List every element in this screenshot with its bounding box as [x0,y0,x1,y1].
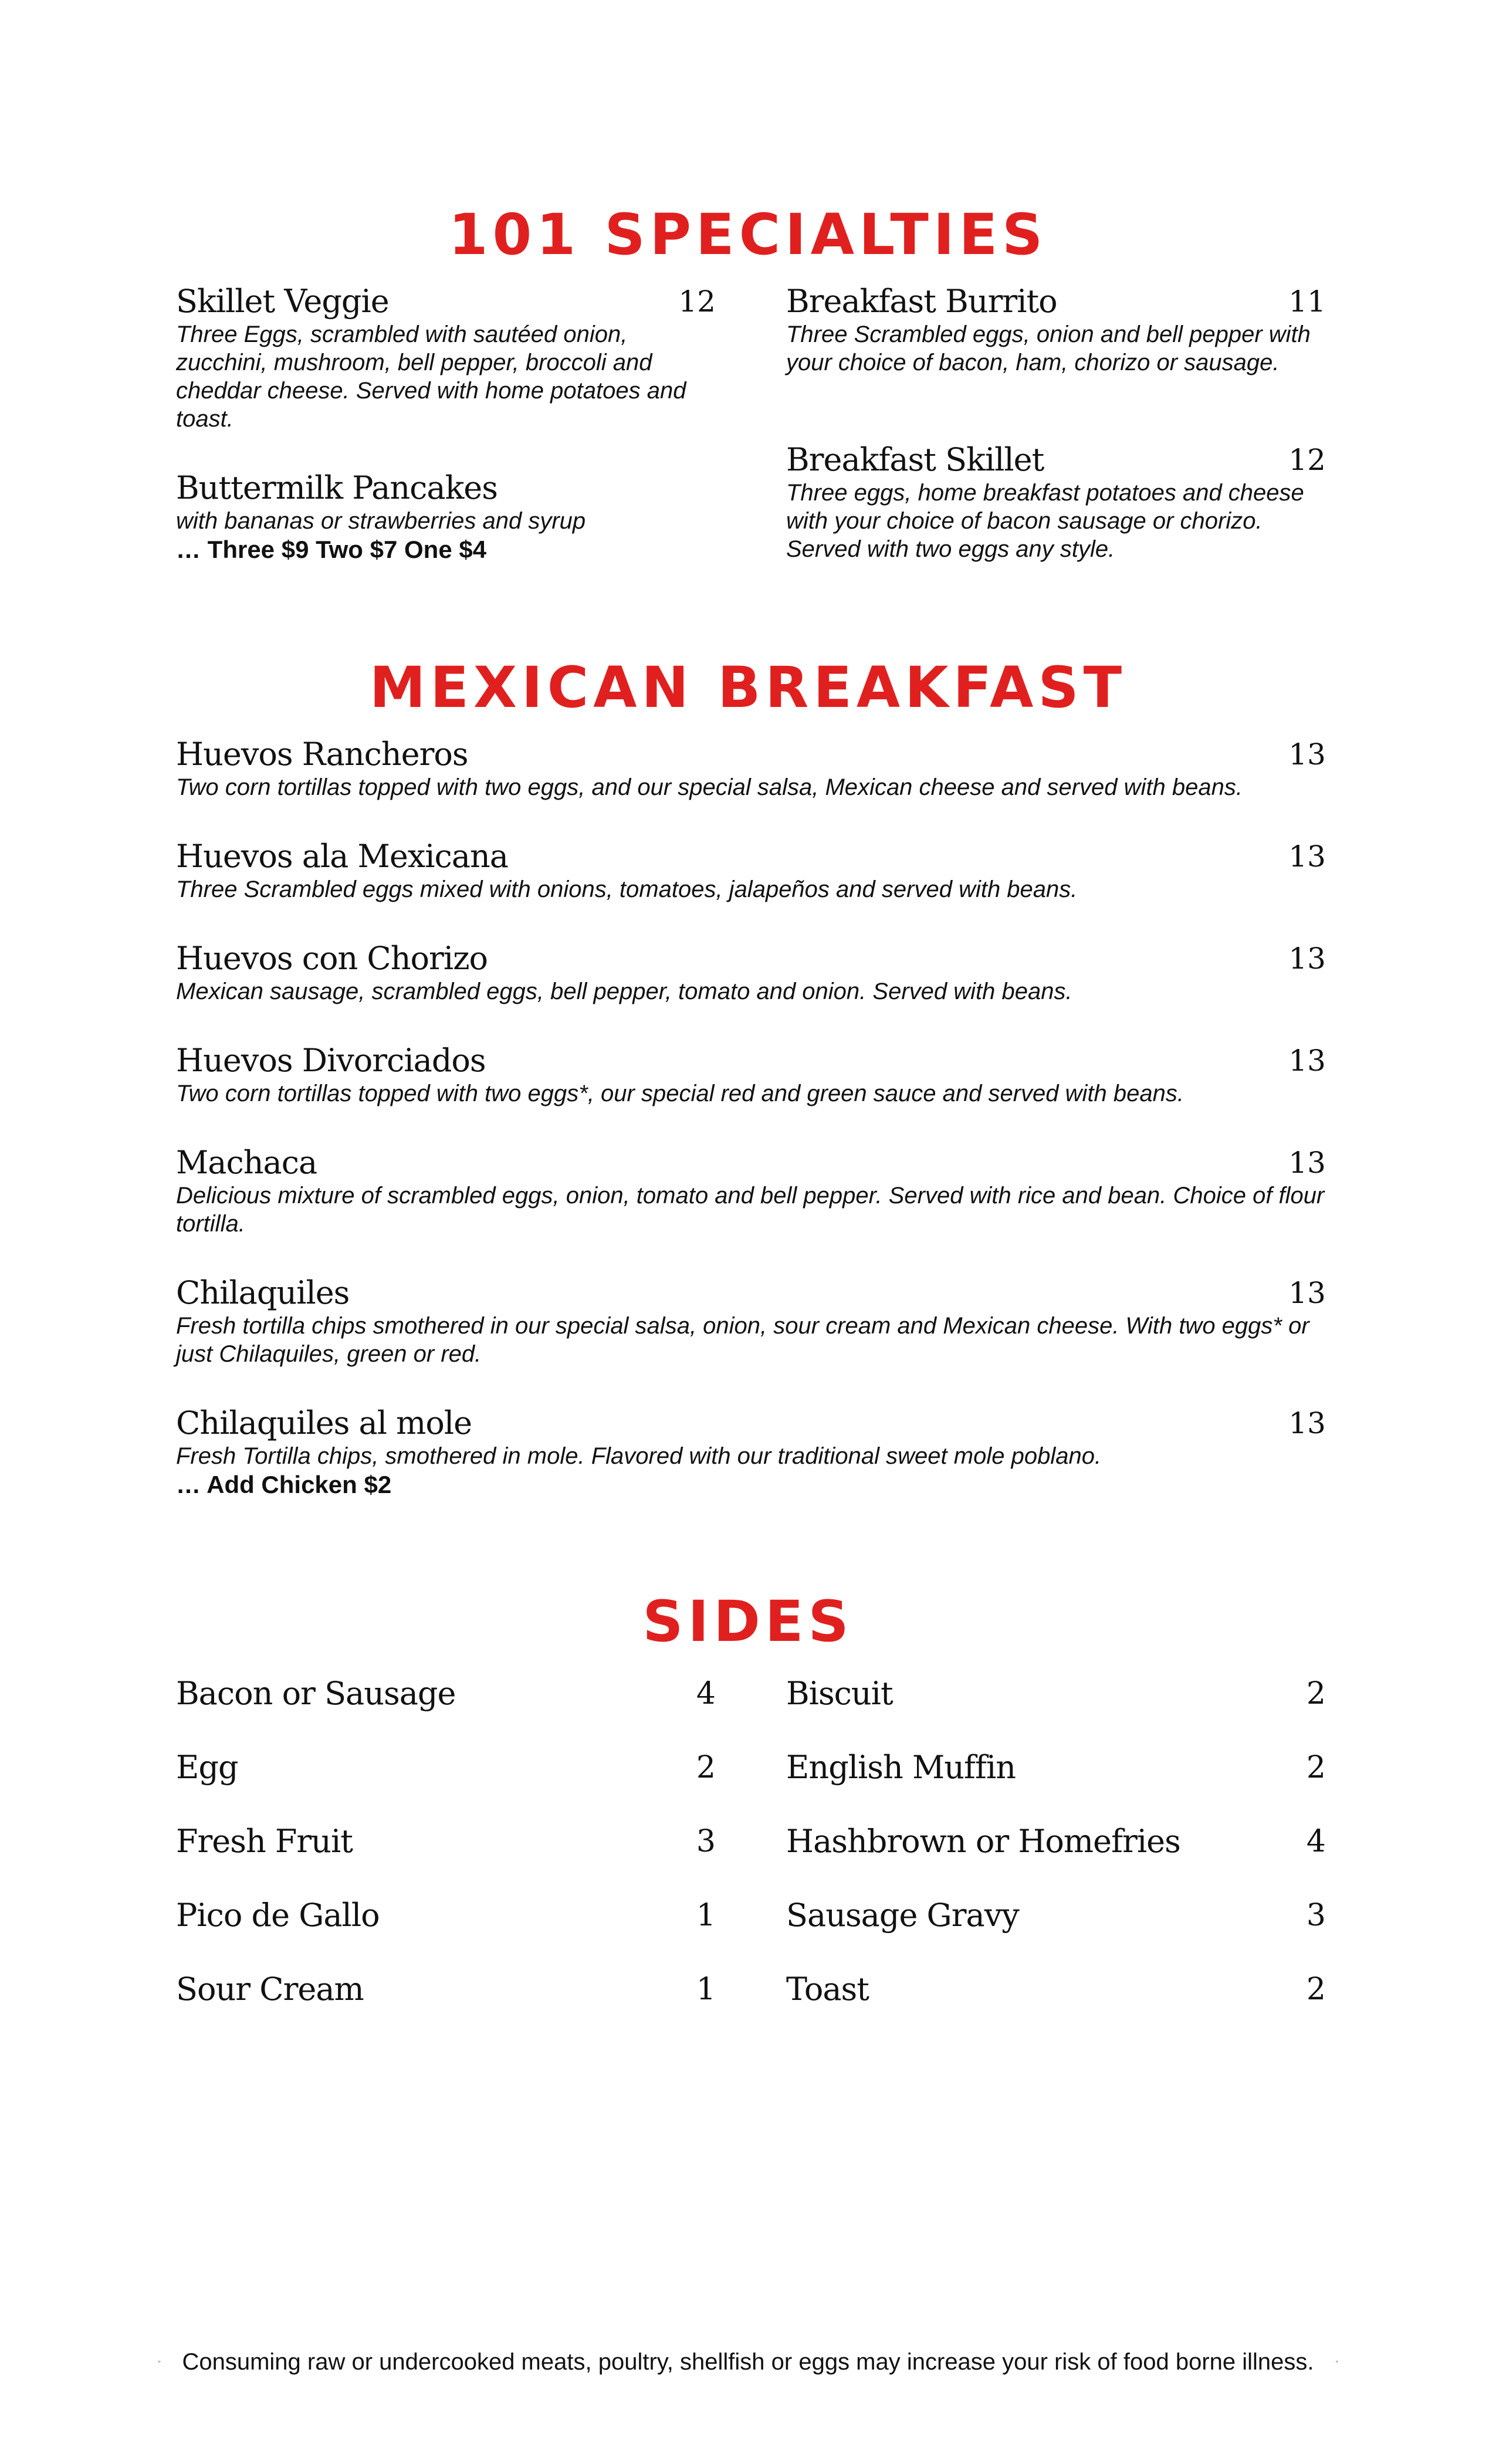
disclaimer-text: Consuming raw or undercooked meats, poultry, shellfish or eggs may increase your risk of food borne illness. [182,2349,1314,2375]
item-name: Chilaquiles [176,1274,350,1311]
item-addon: … Add Chicken $2 [176,1471,392,1498]
item-description: Three Eggs, scrambled with sautéed onion, zucchini, mushroom, bell pepper, broccoli and cheddar cheese. Served with home potatoes and toast. [176,321,686,432]
item-price: 12 [1288,443,1326,477]
item-addon: … Three $9 Two $7 One $4 [176,536,487,563]
side-price: 4 [696,1676,716,1711]
menu-item-breakfast-skillet [786,441,1326,563]
menu-item-breakfast-burrito [786,283,1326,377]
side-price: 4 [1306,1824,1326,1859]
item-description: with bananas or strawberries and syrup [176,508,586,534]
side-name: Pico de Gallo [176,1897,380,1934]
item-price: 13 [1288,1406,1326,1440]
side-item-pico-de-gallo [176,1895,716,1936]
menu-item-machaca [176,1144,1326,1238]
item-name: Breakfast Skillet [786,441,1044,478]
side-item-toast [786,1969,1326,2010]
side-name: Bacon or Sausage [176,1675,456,1712]
item-description: Three Scrambled eggs, onion and bell pepper with your choice of bacon, ham, chorizo or sausage. [786,321,1311,375]
menu-item-huevos-ala-mexicana [176,838,1326,903]
side-price: 2 [1306,1972,1326,2007]
section-title-sides: SIDES [642,1589,854,1654]
side-price: 3 [1306,1898,1326,1933]
item-name: Skillet Veggie [176,283,389,320]
item-price: 13 [1288,1146,1326,1180]
side-item-sour-cream [176,1969,716,2010]
side-item-english-muffin [786,1747,1326,1788]
item-price: 13 [1288,1044,1326,1078]
menu-item-chilaquiles [176,1274,1326,1368]
side-item-sausage-gravy [786,1895,1326,1936]
side-item-hashbrown-or-homefries [786,1821,1326,1862]
side-price: 1 [696,1898,716,1933]
side-item-egg [176,1747,716,1788]
item-price: 13 [1288,942,1326,976]
item-name: Chilaquiles al mole [176,1404,472,1441]
item-name: Huevos ala Mexicana [176,838,508,875]
item-description: Fresh tortilla chips smothered in our special salsa, onion, sour cream and Mexican cheese. With two eggs* or just Chilaquiles, green or red. [176,1313,1309,1367]
item-price: 11 [1288,285,1326,319]
item-description: Mexican sausage, scrambled eggs, bell pepper, tomato and onion. Served with beans. [176,979,1072,1004]
side-name: Hashbrown or Homefries [786,1823,1180,1860]
item-price: 13 [1288,1276,1326,1310]
section-title-specialties: 101 SPECIALTIES [448,202,1048,268]
side-item-fresh-fruit [176,1821,716,1862]
menu-item-skillet-veggie [176,283,716,433]
item-price: 13 [1288,840,1326,874]
dots-ornament-icon [158,2351,161,2372]
menu-item-huevos-divorciados [176,1042,1326,1108]
item-description: Three eggs, home breakfast potatoes and cheese with your choice of bacon sausage or chorizo. Served with two eggs any style. [786,480,1304,562]
item-description: Two corn tortillas topped with two eggs, and our special salsa, Mexican cheese and served with beans. [176,774,1243,800]
menu-item-huevos-con-chorizo [176,940,1326,1006]
item-name: Huevos con Chorizo [176,940,488,977]
menu-item-chilaquiles-al-mole [176,1404,1326,1500]
side-name: Toast [786,1971,869,2008]
footer-disclaimer [158,2344,1338,2380]
item-price: 13 [1288,737,1326,771]
item-description: Three Scrambled eggs mixed with onions, tomatoes, jalapeños and served with beans. [176,876,1078,902]
item-description: Two corn tortillas topped with two eggs*, our special red and green sauce and served with beans. [176,1081,1184,1106]
side-name: Sour Cream [176,1971,364,2008]
side-price: 2 [1306,1676,1326,1711]
side-price: 2 [696,1750,716,1785]
item-price: 12 [678,285,716,319]
side-name: Sausage Gravy [786,1897,1019,1934]
dots-ornament-icon [1335,2351,1338,2372]
side-name: Biscuit [786,1675,893,1712]
item-name: Huevos Divorciados [176,1042,486,1079]
side-price: 1 [696,1972,716,2007]
side-item-biscuit [786,1673,1326,1714]
item-name: Machaca [176,1144,317,1181]
side-price: 2 [1306,1750,1326,1785]
side-name: English Muffin [786,1749,1016,1786]
item-description: Delicious mixture of scrambled eggs, onion, tomato and bell pepper. Served with rice and bean. Choice of flour tortilla. [176,1183,1325,1237]
item-name: Breakfast Burrito [786,283,1057,320]
side-name: Egg [176,1749,238,1786]
menu-item-huevos-rancheros [176,736,1326,801]
item-description: Fresh Tortilla chips, smothered in mole. Flavored with our traditional sweet mole poblano. [176,1443,1102,1469]
item-name: Buttermilk Pancakes [176,469,497,506]
side-item-bacon-or-sausage [176,1673,716,1714]
side-price: 3 [696,1824,716,1859]
side-name: Fresh Fruit [176,1823,353,1860]
menu-item-buttermilk-pancakes [176,469,716,564]
item-name: Huevos Rancheros [176,736,468,773]
section-title-mexican-breakfast: MEXICAN BREAKFAST [369,655,1127,720]
